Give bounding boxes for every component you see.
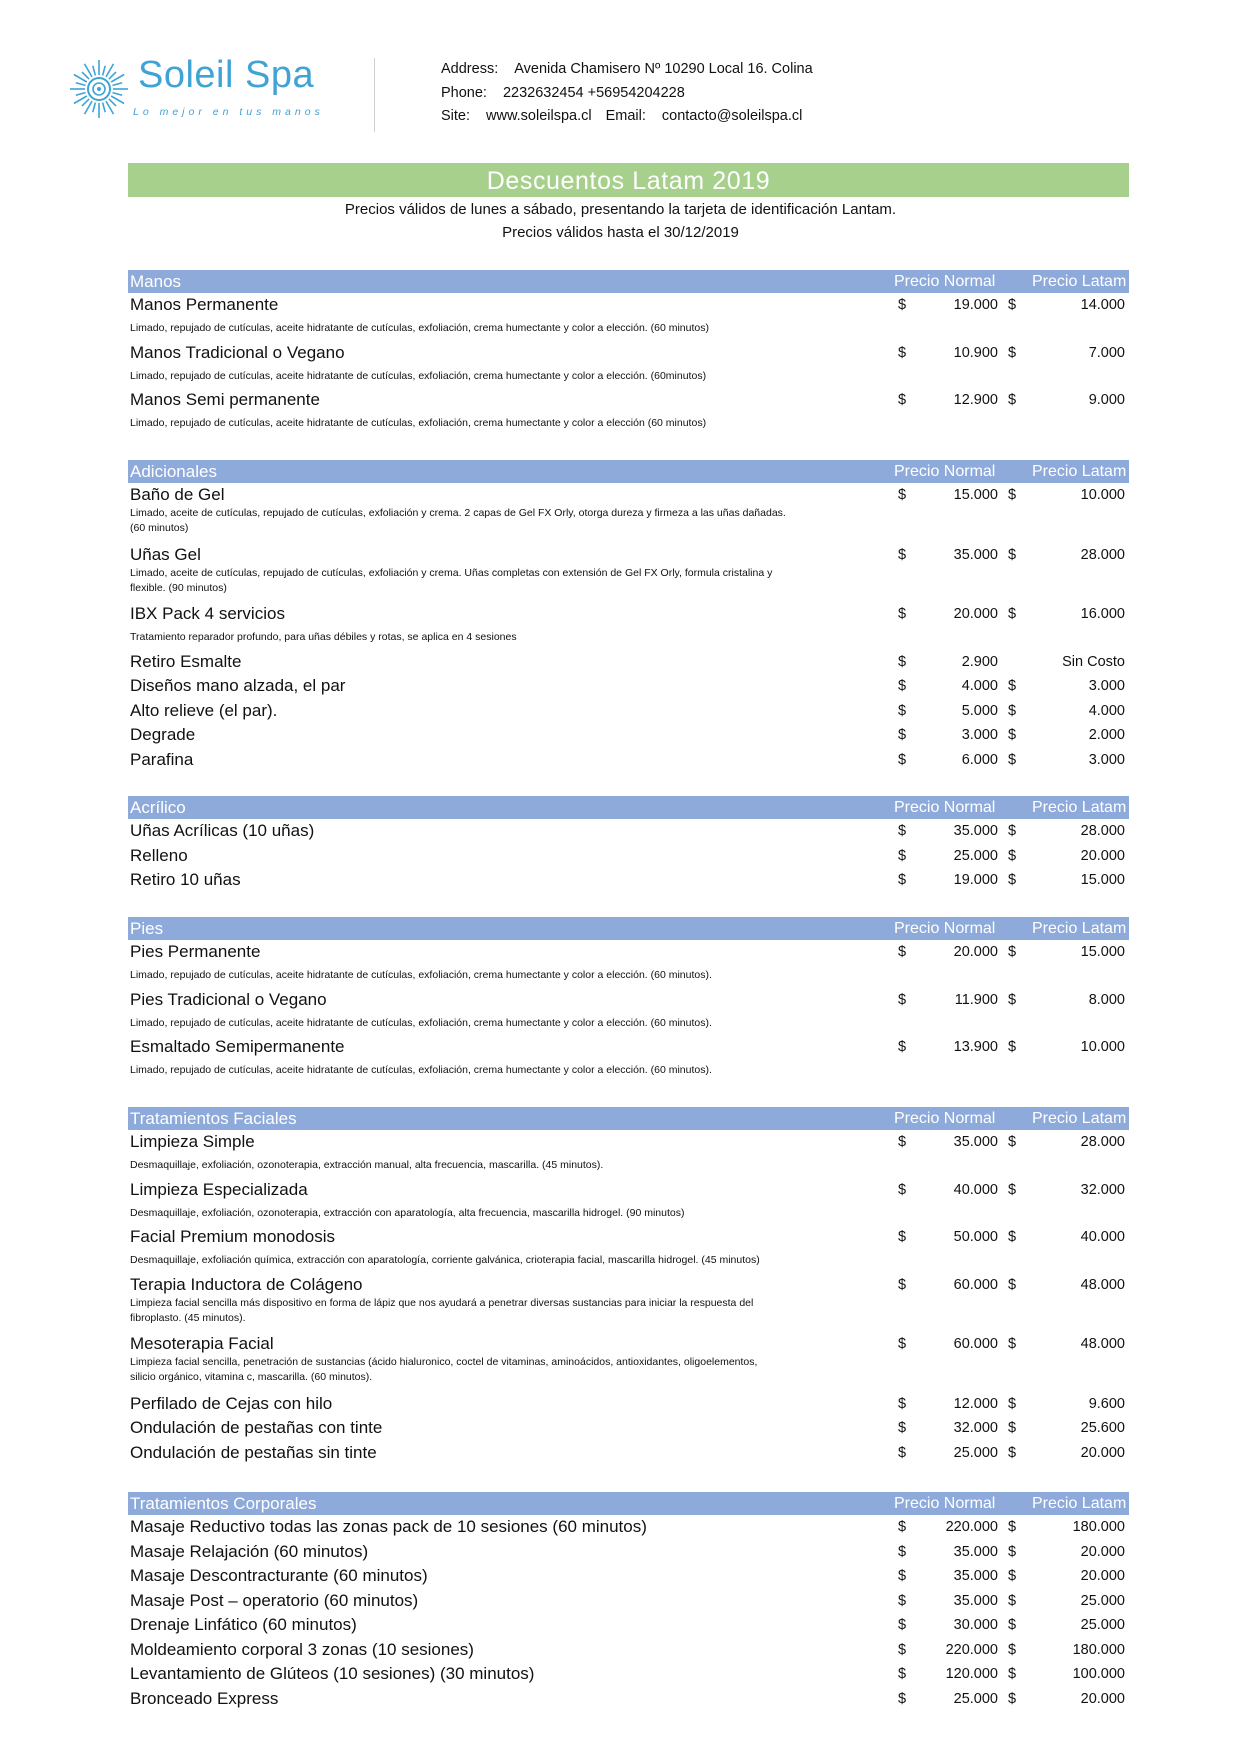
price-latam: 14.000 [1080,297,1125,313]
currency-symbol: $ [898,751,907,768]
price-row [128,1517,1129,1542]
price-latam: 20.000 [1080,1568,1125,1584]
currency-symbol: $ [1008,847,1017,864]
price-normal: 60.000 [953,1276,998,1293]
price-latam: 100.000 [1072,1666,1125,1682]
service-description: Limado, aceite de cutículas, repujado de cutículas, exfoliación y crema. 2 capas de Gel FX Orly, otorga dureza y firmeza a las uñas dañadas. [130,507,786,519]
currency-symbol: $ [1008,751,1017,768]
currency-symbol: $ [1008,991,1017,1008]
price-normal: 220.000 [945,1641,998,1658]
col-header-normal: Precio Normal [894,273,996,290]
section-title: Adicionales [130,462,217,481]
service-description: Tratamiento reparador profundo, para uñas débiles y rotas, se aplica en 4 sesiones [130,631,517,643]
service-name: Uñas Gel [130,544,201,564]
price-row [128,1227,1129,1275]
price-row [128,725,1129,750]
price-row [128,1037,1129,1085]
price-latam: 9.000 [1088,392,1125,408]
site-label: Site: [441,108,471,124]
col-header-latam: Precio Latam [1032,463,1127,480]
section-2 [128,796,1129,889]
currency-symbol: $ [1008,487,1017,503]
service-name: Parafina [130,749,194,769]
section-header [128,917,1129,940]
price-normal: 50.000 [953,1229,998,1245]
service-description: Limado, repujado de cutículas, aceite hidratante de cutículas, exfoliación, crema humectante y color a elección. (60 minutos) [130,322,709,334]
price-normal: 25.000 [953,1690,998,1707]
price-row [128,604,1129,652]
service-description: Limado, repujado de cutículas, aceite hidratante de cutículas, exfoliación, crema humectante y color a elección (60 minutos) [130,417,707,429]
price-normal: 40.000 [953,1181,998,1198]
price-row [128,1180,1129,1228]
price-normal: 220.000 [945,1519,998,1535]
price-normal: 35.000 [953,1134,998,1150]
email-label: Email: [605,108,646,124]
currency-symbol: $ [898,1617,907,1633]
price-latam: 28.000 [1080,546,1125,563]
currency-symbol: $ [1008,1420,1017,1436]
price-latam: 16.000 [1080,606,1125,622]
price-row [128,652,1129,677]
price-normal: 25.000 [953,1444,998,1461]
header-divider [374,58,375,132]
price-normal: 60.000 [953,1336,998,1352]
service-name: Alto relieve (el par). [130,700,278,720]
service-name: Facial Premium monodosis [130,1227,336,1246]
price-normal: 3.000 [961,727,998,743]
currency-symbol: $ [1008,1641,1017,1658]
subtitle-validity-date: Precios válidos hasta el 30/12/2019 [502,224,739,241]
service-description: Desmaquillaje, exfoliación, ozonoterapia, extracción con aparatología, alta frecuencia, mascarilla hidrogel. (90 minutos) [130,1206,685,1219]
service-description: Limado, repujado de cutículas, aceite hidratante de cutículas, exfoliación, crema humectante y color a elección. (60 minutos). [130,969,712,981]
currency-symbol: $ [1008,1276,1017,1293]
currency-symbol: $ [1008,1336,1017,1352]
currency-symbol: $ [898,546,907,563]
currency-symbol: $ [898,1690,907,1707]
currency-symbol: $ [1008,546,1017,563]
col-header-normal: Precio Normal [894,1110,996,1127]
price-latam: 48.000 [1080,1276,1125,1293]
currency-symbol: $ [1008,297,1017,313]
service-description: Limado, repujado de cutículas, aceite hidratante de cutículas, exfoliación, crema humectante y color a elección. (60minutos) [130,369,707,382]
header [0,0,1241,150]
price-row [128,295,1129,343]
currency-symbol: $ [1008,1181,1017,1198]
service-name: Masaje Relajación (60 minutos) [130,1541,369,1561]
currency-symbol: $ [1008,1543,1017,1560]
currency-symbol: $ [898,1229,907,1245]
service-name: Uñas Acrílicas (10 uñas) [130,821,315,840]
currency-symbol: $ [898,1039,907,1055]
section-title: Manos [130,272,182,291]
currency-symbol: $ [898,1181,907,1198]
currency-symbol: $ [898,606,907,622]
currency-symbol: $ [898,1395,907,1412]
service-name: Retiro Esmalte [130,651,242,671]
price-latam: 28.000 [1080,823,1125,839]
section-title: Pies [130,919,164,938]
currency-symbol: $ [1008,344,1017,361]
section-5 [128,1492,1129,1708]
service-description: flexible. (90 minutos) [130,581,227,594]
section-header [128,270,1129,293]
service-description: Limado, repujado de cutículas, aceite hidratante de cutículas, exfoliación, crema humectante y color a elección. (60 minutos). [130,1064,712,1076]
currency-symbol: $ [898,1592,907,1609]
price-latam: 40.000 [1080,1229,1125,1245]
currency-symbol: $ [1008,727,1017,743]
currency-symbol: $ [898,1444,907,1461]
subtitle-validity-days: Precios válidos de lunes a sábado, presentando la tarjeta de identificación Lantam. [344,201,897,218]
section-1 [128,460,1129,769]
price-latam: 20.000 [1080,1444,1125,1461]
currency-symbol: $ [1008,1039,1017,1055]
address-label: Address: [441,61,499,77]
service-name: Limpieza Simple [130,1132,255,1151]
price-latam: 15.000 [1080,872,1125,888]
price-row [128,1443,1129,1468]
currency-symbol: $ [898,344,907,361]
service-description: Limado, aceite de cutículas, repujado de cutículas, exfoliación y crema. Uñas completas con extensión de Gel FX Orly, formula cristalina y [130,566,773,579]
service-name: Moldeamiento corporal 3 zonas (10 sesiones) [130,1639,474,1659]
contact-block [441,58,813,129]
price-row [128,1591,1129,1616]
price-latam: 9.600 [1088,1395,1125,1412]
service-name: Baño de Gel [130,485,225,504]
price-normal: 4.000 [961,678,998,694]
currency-symbol: $ [898,1134,907,1150]
price-latam: 15.000 [1080,944,1125,960]
address-value: Avenida Chamisero Nº 10290 Local 16. Colina [514,61,813,77]
service-name: Perfilado de Cejas con hilo [130,1393,333,1413]
service-description: fibroplasto. (45 minutos). [130,1311,246,1324]
price-row [128,1566,1129,1591]
price-row [128,1394,1129,1419]
price-normal: 12.900 [953,392,998,408]
service-name: Pies Permanente [130,942,261,961]
price-row [128,1542,1129,1567]
col-header-latam: Precio Latam [1032,920,1127,937]
currency-symbol: $ [898,1666,907,1682]
price-normal: 25.000 [953,847,998,864]
col-header-latam: Precio Latam [1032,799,1127,816]
price-latam: 25.000 [1080,1617,1125,1633]
currency-symbol: $ [898,991,907,1008]
currency-symbol: $ [898,297,907,313]
price-normal: 32.000 [953,1420,998,1436]
section-header [128,796,1129,819]
service-name: Degrade [130,725,196,744]
currency-symbol: $ [1008,944,1017,960]
service-description: (60 minutos) [130,522,189,534]
price-latam: 10.000 [1080,487,1125,503]
price-row [128,942,1129,990]
currency-symbol: $ [898,944,907,960]
currency-symbol: $ [898,1641,907,1658]
service-description: Limpieza facial sencilla, penetración de sustancias (ácido hialuronico, coctel de vitaminas, aminoácidos, antioxidantes, oligoelementos, [130,1356,758,1368]
price-normal: 35.000 [953,823,998,839]
currency-symbol: $ [898,1519,907,1535]
service-name: Pies Tradicional o Vegano [130,989,327,1009]
price-row [128,1615,1129,1640]
currency-symbol: $ [898,1568,907,1584]
service-name: Ondulación de pestañas sin tinte [130,1442,377,1462]
price-latam: 7.000 [1088,344,1125,361]
section-4 [128,1107,1129,1462]
col-header-latam: Precio Latam [1032,1110,1127,1127]
service-name: Drenaje Linfático (60 minutos) [130,1615,357,1634]
price-row [128,750,1129,775]
price-row [128,870,1129,895]
service-description: Limado, repujado de cutículas, aceite hidratante de cutículas, exfoliación, crema humectante y color a elección. (60 minutos). [130,1016,712,1029]
price-latam: 25.000 [1080,1592,1125,1609]
service-name: Manos Tradicional o Vegano [130,342,345,362]
phone-value: 2232632454 +56954204228 [502,84,685,101]
service-name: Manos Permanente [130,295,279,314]
currency-symbol: $ [898,847,907,864]
price-normal: 10.900 [953,344,998,361]
service-name: Terapia Inductora de Colágeno [130,1274,363,1294]
price-latam: 28.000 [1080,1134,1125,1150]
price-latam: 20.000 [1080,847,1125,864]
service-name: IBX Pack 4 servicios [130,604,285,623]
currency-symbol: $ [898,1543,907,1560]
price-row [128,545,1129,605]
price-normal: 120.000 [945,1666,998,1682]
price-normal: 2.900 [961,653,998,670]
service-name: Levantamiento de Glúteos (10 sesiones) (30 minutos) [130,1664,535,1683]
brand-tagline: Lo mejor en tus manos [133,106,324,118]
currency-symbol: $ [898,1420,907,1436]
service-name: Limpieza Especializada [130,1179,308,1199]
currency-symbol: $ [898,872,907,888]
currency-symbol: $ [1008,678,1017,694]
section-header [128,1107,1129,1130]
price-latam: Sin Costo [1062,653,1125,670]
price-latam: 8.000 [1088,991,1125,1008]
service-name: Ondulación de pestañas con tinte [130,1418,383,1437]
currency-symbol: $ [1008,1134,1017,1150]
price-normal: 15.000 [953,487,998,503]
currency-symbol: $ [898,487,907,503]
col-header-latam: Precio Latam [1032,1495,1127,1512]
service-name: Masaje Post – operatorio (60 minutos) [130,1590,419,1610]
section-header [128,460,1129,483]
section-title: Tratamientos Faciales [130,1109,297,1128]
currency-symbol: $ [898,392,907,408]
currency-symbol: $ [1008,1592,1017,1609]
service-name: Esmaltado Semipermanente [130,1037,345,1056]
currency-symbol: $ [1008,702,1017,719]
price-latam: 20.000 [1080,1690,1125,1707]
price-latam: 48.000 [1080,1336,1125,1352]
currency-symbol: $ [898,702,907,719]
price-latam: 20.000 [1080,1543,1125,1560]
currency-symbol: $ [898,727,907,743]
currency-symbol: $ [1008,1666,1017,1682]
service-name: Diseños mano alzada, el par [130,676,346,695]
price-row [128,343,1129,391]
price-row [128,485,1129,545]
price-row [128,821,1129,846]
currency-symbol: $ [898,823,907,839]
price-row [128,1275,1129,1335]
price-row [128,990,1129,1038]
brand-name: Soleil Spa [138,54,315,96]
phone-line [441,82,813,106]
brand-logo [68,52,388,132]
section-3 [128,917,1129,1076]
price-row [128,1418,1129,1443]
price-normal: 35.000 [953,1568,998,1584]
phone-label: Phone: [441,84,487,101]
col-header-latam: Precio Latam [1032,273,1127,290]
address-line [441,58,813,82]
price-row [128,1640,1129,1665]
currency-symbol: $ [1008,1229,1017,1245]
price-row [128,701,1129,726]
price-normal: 5.000 [961,702,998,719]
currency-symbol: $ [1008,872,1017,888]
service-description: Limpieza facial sencilla más dispositivo en forma de lápiz que nos ayudará a penetrar diversas sustancias para iniciar la respuesta del [130,1296,754,1309]
price-normal: 20.000 [953,606,998,622]
service-name: Bronceado Express [130,1688,279,1708]
currency-symbol: $ [1008,823,1017,839]
service-name: Manos Semi permanente [130,390,320,409]
col-header-normal: Precio Normal [894,920,996,937]
currency-symbol: $ [1008,1690,1017,1707]
price-latam: 25.600 [1080,1420,1125,1436]
col-header-normal: Precio Normal [894,799,996,816]
price-normal: 35.000 [953,1592,998,1609]
price-latam: 4.000 [1088,702,1125,719]
col-header-normal: Precio Normal [894,463,996,480]
service-description: Desmaquillaje, exfoliación, ozonoterapia, extracción manual, alta frecuencia, mascarilla. (45 minutos). [130,1159,604,1171]
section-title: Tratamientos Corporales [130,1494,317,1513]
price-normal: 35.000 [953,1543,998,1560]
site-link[interactable]: www.soleilspa.cl [486,108,592,124]
price-normal: 12.000 [953,1395,998,1412]
price-normal: 35.000 [953,546,998,563]
service-name: Mesoterapia Facial [130,1334,274,1353]
service-description: Desmaquillaje, exfoliación química, extracción con aparatología, corriente galvánica, crioterapia facial, mascarilla hidrogel. (45 minutos) [130,1254,760,1266]
price-row [128,676,1129,701]
currency-symbol: $ [1008,1568,1017,1584]
price-normal: 11.900 [954,991,998,1008]
price-normal: 20.000 [953,944,998,960]
site-line [441,105,813,129]
price-latam: 32.000 [1080,1181,1125,1198]
price-row [128,846,1129,871]
currency-symbol: $ [898,1336,907,1352]
sun-icon [68,58,130,120]
section-header [128,1492,1129,1515]
price-row [128,1664,1129,1689]
price-latam: 3.000 [1088,751,1125,768]
price-latam: 10.000 [1080,1039,1125,1055]
currency-symbol: $ [898,1276,907,1293]
price-normal: 19.000 [953,297,998,313]
service-name: Relleno [130,845,188,865]
service-name: Retiro 10 uñas [130,870,241,889]
currency-symbol: $ [1008,1395,1017,1412]
price-latam: 3.000 [1088,678,1125,694]
col-header-normal: Precio Normal [894,1495,996,1512]
price-latam: 180.000 [1072,1641,1125,1658]
currency-symbol: $ [1008,1444,1017,1461]
price-row [128,1689,1129,1714]
service-description: silicio orgánico, vitamina c, mascarilla. (60 minutos). [130,1371,373,1383]
price-row [128,1334,1129,1394]
price-latam: 2.000 [1088,727,1125,743]
price-latam: 180.000 [1072,1519,1125,1535]
email-link[interactable]: contacto@soleilspa.cl [661,108,803,124]
price-normal: 13.900 [953,1039,998,1055]
service-name: Masaje Reductivo todas las zonas pack de 10 sesiones (60 minutos) [130,1517,647,1536]
price-normal: 19.000 [953,872,998,888]
currency-symbol: $ [1008,1617,1017,1633]
price-row [128,390,1129,438]
currency-symbol: $ [898,653,907,670]
service-name: Masaje Descontracturante (60 minutos) [130,1566,428,1585]
currency-symbol: $ [1008,1519,1017,1535]
price-row [128,1132,1129,1180]
price-normal: 30.000 [953,1617,998,1633]
price-normal: 6.000 [961,751,998,768]
section-title: Acrílico [130,798,186,817]
page-title: Descuentos Latam 2019 [128,163,1129,197]
section-0 [128,270,1129,429]
currency-symbol: $ [1008,392,1017,408]
currency-symbol: $ [898,678,907,694]
currency-symbol: $ [1008,606,1017,622]
